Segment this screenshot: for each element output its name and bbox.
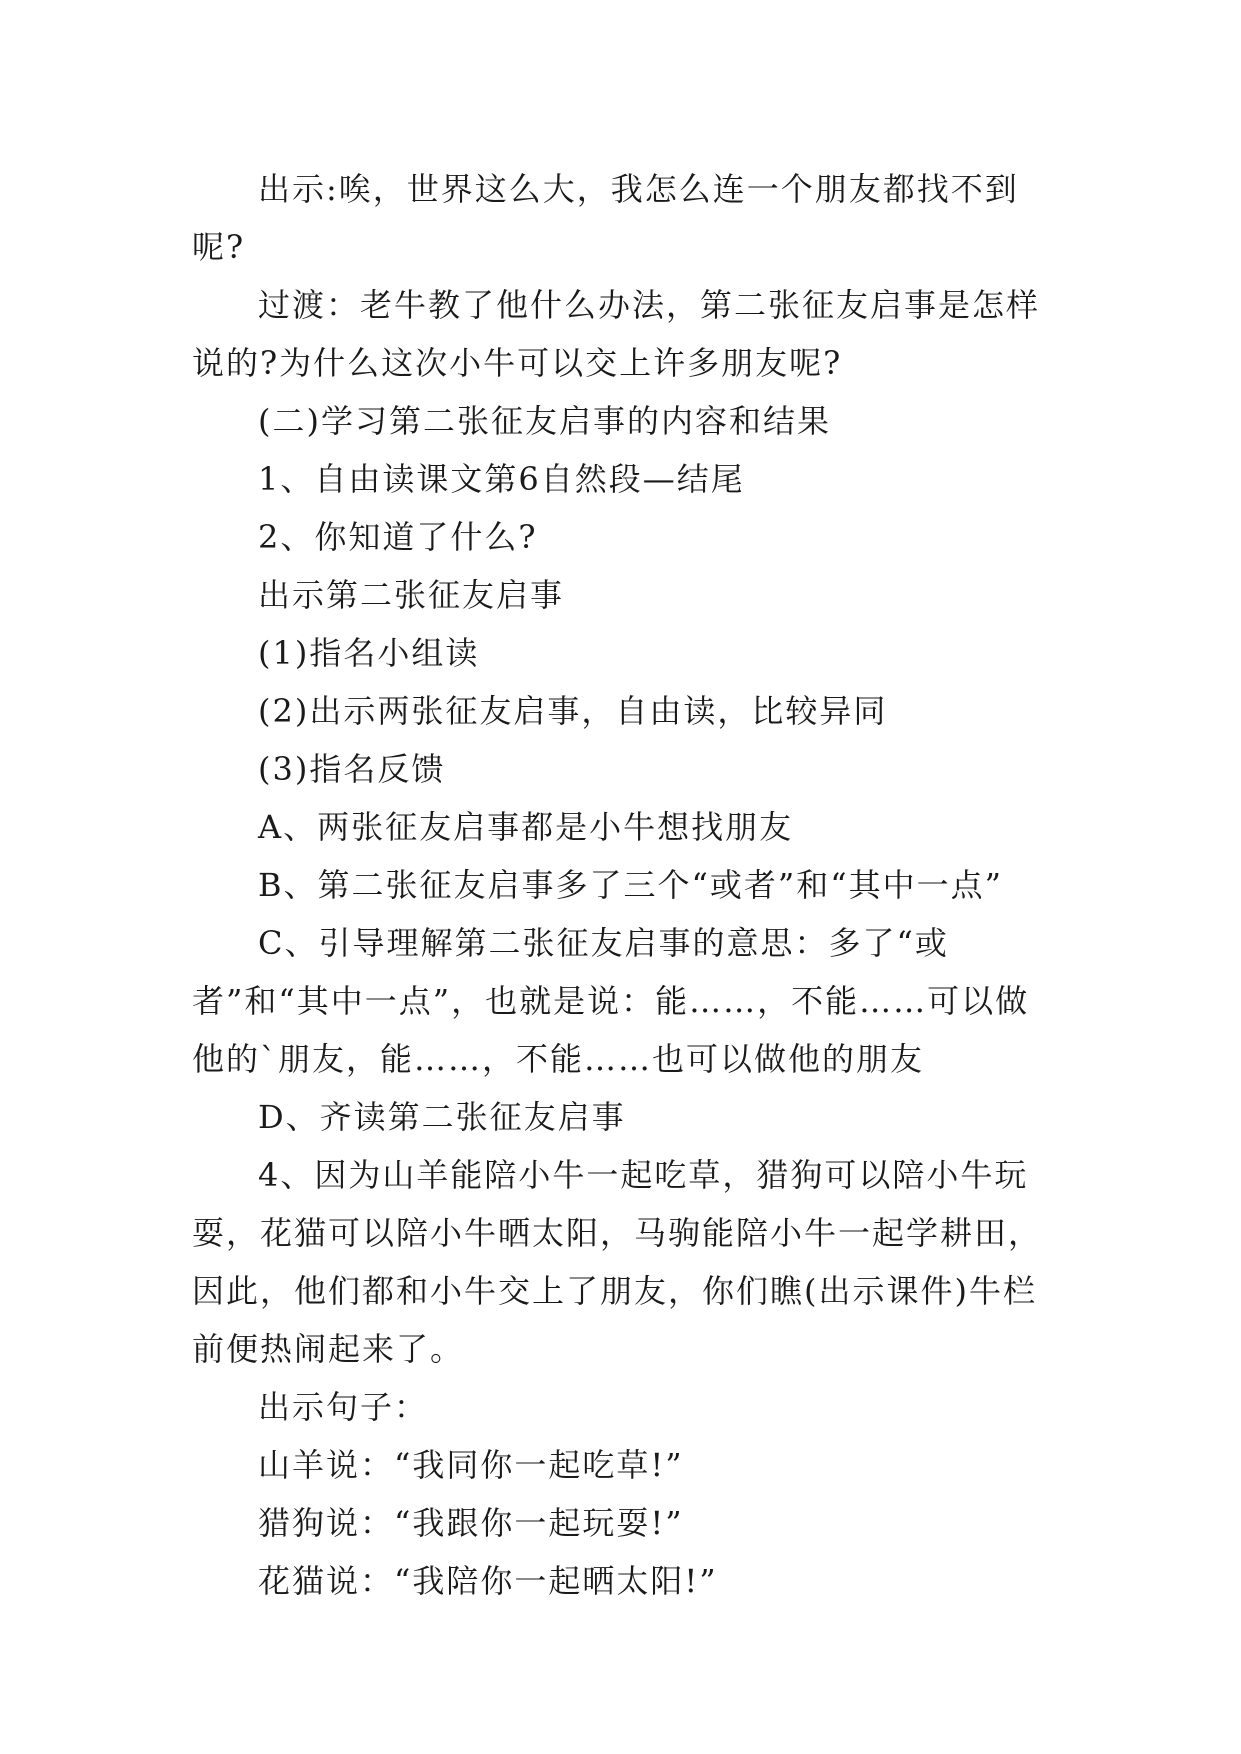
section-heading: (二)学习第二张征友启事的内容和结果	[258, 402, 831, 440]
paragraph: 4、因为山羊能陪小牛一起吃草，猎狗可以陪小牛玩耍，花猫可以陪小牛晒太阳，马驹能陪小牛一起学耕田，因此，他们都和小牛交上了朋友，你们瞧(出示课件)牛栏前便热闹起来了。	[192, 1156, 1043, 1368]
paragraph: A、两张征友启事都是小牛想找朋友	[258, 808, 794, 846]
paragraph: 2、你知道了什么?	[258, 518, 538, 556]
quote-line: 山羊说：“我同你一起吃草!”	[258, 1446, 684, 1484]
paragraph: D、齐读第二张征友启事	[258, 1098, 626, 1136]
paragraph: B、第二张征友启事多了三个“或者”和“其中一点”	[258, 866, 1003, 904]
paragraph: (3)指名反馈	[258, 750, 446, 788]
paragraph: (2)出示两张征友启事，自由读，比较异同	[258, 692, 888, 730]
paragraph: 出示第二张征友启事	[258, 576, 565, 614]
quote-line: 花猫说：“我陪你一起晒太阳!”	[258, 1562, 718, 1600]
quote-line: 猎狗说：“我跟你一起玩耍!”	[258, 1504, 684, 1542]
paragraph: C、引导理解第二张征友启事的意思：多了“或者”和“其中一点”，也就是说：能……，不能……可以做他的`朋友，能……，不能……也可以做他的朋友	[192, 924, 1030, 1078]
paragraph: 1、自由读课文第6自然段—结尾	[258, 460, 745, 498]
paragraph: 出示:唉，世界这么大，我怎么连一个朋友都找不到呢?	[192, 170, 1019, 266]
document-body	[192, 160, 1058, 1610]
paragraph: 出示句子：	[258, 1388, 429, 1426]
paragraph: 过渡：老牛教了他什么办法，第二张征友启事是怎样说的?为什么这次小牛可以交上许多朋友呢?	[192, 286, 1041, 382]
paragraph: (1)指名小组读	[258, 634, 480, 672]
